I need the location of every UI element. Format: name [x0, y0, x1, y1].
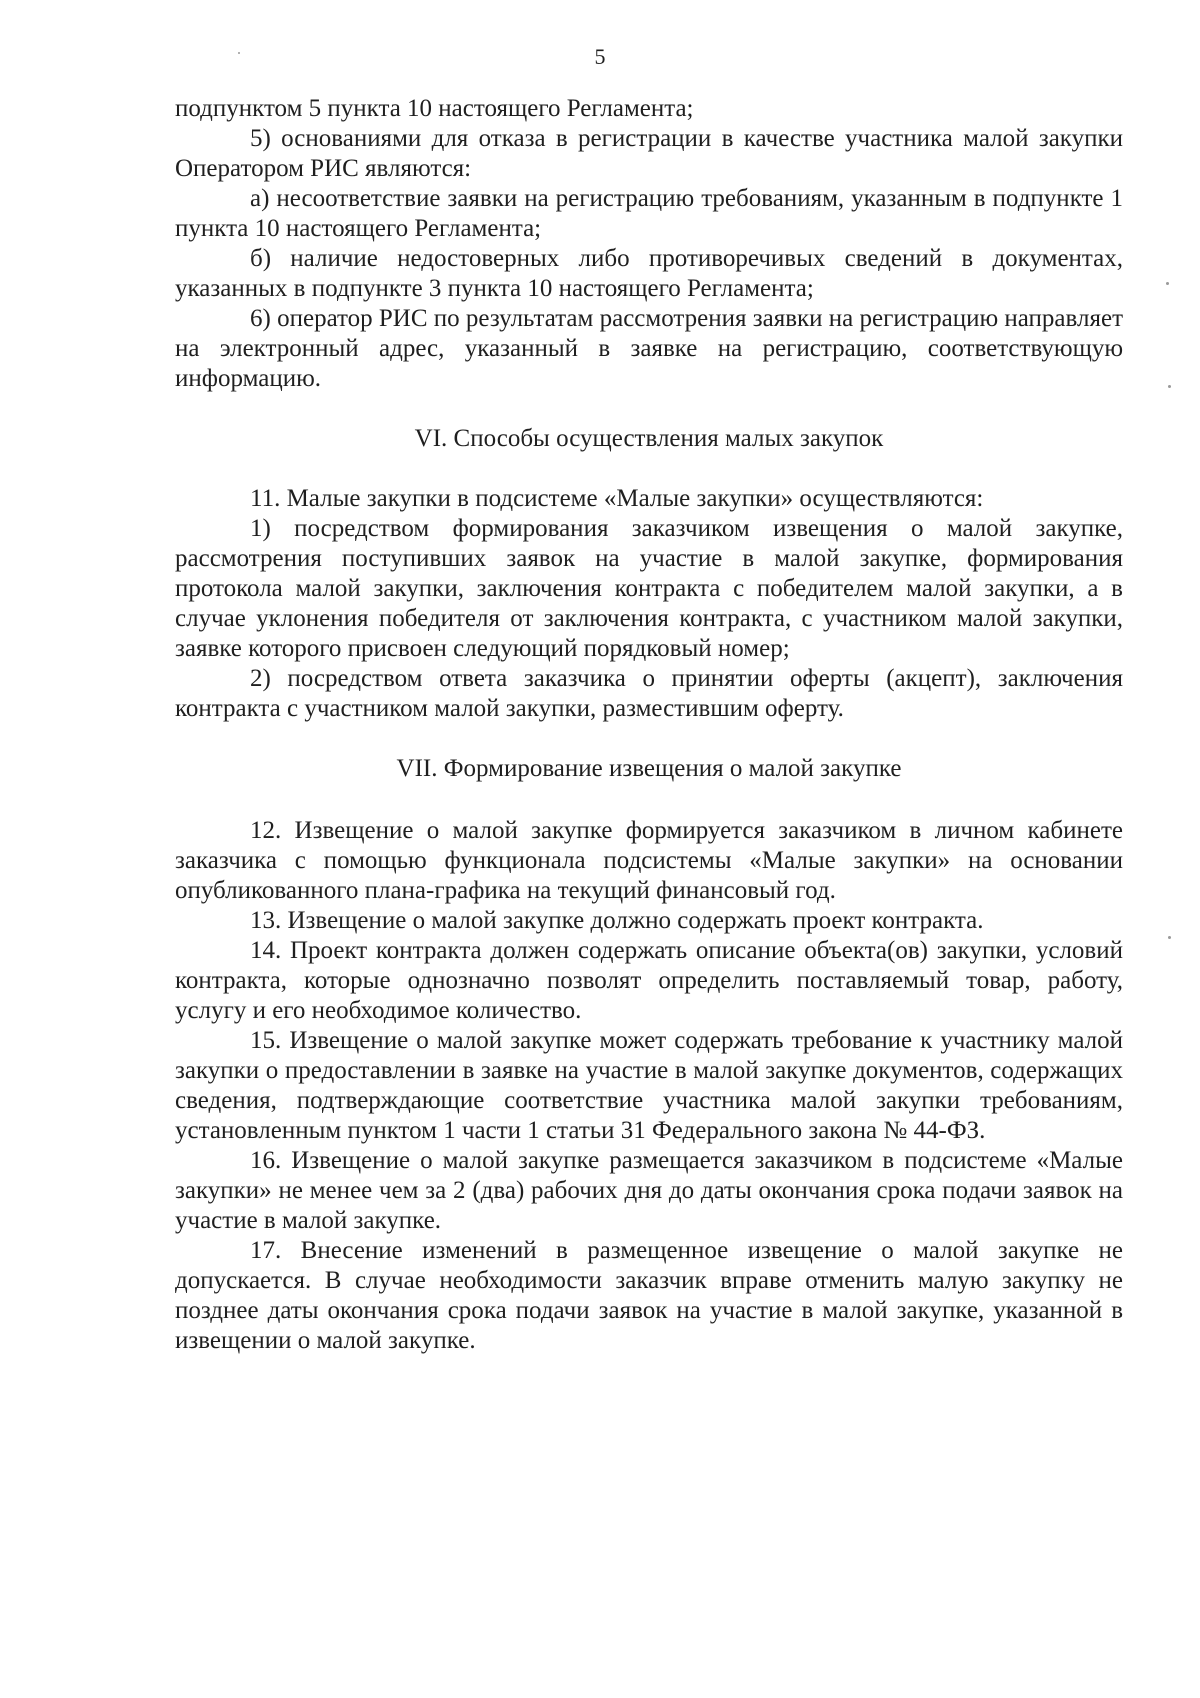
paragraph-continuation: подпунктом 5 пункта 10 настоящего Регламента;	[175, 95, 694, 122]
section-heading-vi: VI. Способы осуществления малых закупок	[414, 425, 884, 452]
paragraph-item-a: а) несоответствие заявки на регистрацию требованиям, указанным в подпункте 1 пункта 10 настоящего Регламента;	[175, 185, 1123, 242]
document-body	[175, 94, 1123, 1356]
paragraph-16: 16. Извещение о малой закупке размещается заказчиком в подсистеме «Малые закупки» не менее чем за 2 (два) рабочих дня до даты окончания срока подачи заявок на участие в малой закупке.	[175, 1147, 1123, 1234]
paragraph-11-item-1: 1) посредством формирования заказчиком извещения о малой закупке, рассмотрения поступивших заявок на участие в малой закупке, формирования протокола малой закупки, заключения контракта с победителем малой закупки, а в случае уклонения победителя от заключения контракта, с участником малой закупки, заявке которого присвоен следующий порядковый номер;	[175, 515, 1123, 662]
paragraph-14: 14. Проект контракта должен содержать описание объекта(ов) закупки, условий контракта, которые однозначно позволят определить поставляемый товар, работу, услугу и его необходимое количество.	[175, 937, 1123, 1024]
spacer	[175, 394, 1123, 424]
scan-speck	[1166, 282, 1169, 285]
paragraph-item-6: 6) оператор РИС по результатам рассмотрения заявки на регистрацию направляет на электронный адрес, указанный в заявке на регистрацию, соответствующую информацию.	[175, 305, 1123, 392]
paragraph-12: 12. Извещение о малой закупке формируется заказчиком в личном кабинете заказчика с помощью функционала подсистемы «Малые закупки» на основании опубликованного плана-графика на текущий финансовый год.	[175, 817, 1123, 904]
scan-speck	[1168, 936, 1171, 939]
paragraph-item-b: б) наличие недостоверных либо противоречивых сведений в документах, указанных в подпункте 3 пункта 10 настоящего Регламента;	[175, 245, 1123, 302]
paragraph-13: 13. Извещение о малой закупке должно содержать проект контракта.	[250, 907, 984, 934]
page-number: 5	[594, 44, 606, 69]
spacer	[175, 454, 1123, 484]
paragraph-item-5: 5) основаниями для отказа в регистрации в качестве участника малой закупки Оператором РИС являются:	[175, 125, 1123, 182]
paragraph-11-item-2: 2) посредством ответа заказчика о принятии оферты (акцепт), заключения контракта с участником малой закупки, разместившим оферту.	[175, 665, 1123, 722]
spacer	[175, 784, 1123, 816]
spacer	[175, 724, 1123, 754]
paragraph-11: 11. Малые закупки в подсистеме «Малые закупки» осуществляются:	[250, 485, 984, 512]
scan-speck	[1168, 385, 1171, 388]
paragraph-15: 15. Извещение о малой закупке может содержать требование к участнику малой закупки о предоставлении в заявке на участие в малой закупке документов, содержащих сведения, подтверждающие соответствие участника малой закупки требованиям, установленным пунктом 1 части 1 статьи 31 Федерального закона № 44-ФЗ.	[175, 1027, 1123, 1144]
scan-speck	[238, 52, 240, 54]
paragraph-17: 17. Внесение изменений в размещенное извещение о малой закупке не допускается. В случае необходимости заказчик вправе отменить малую закупку не позднее даты окончания срока подачи заявок на участие в малой закупке, указанной в извещении о малой закупке.	[175, 1237, 1123, 1354]
section-heading-vii: VII. Формирование извещения о малой закупке	[396, 755, 902, 782]
